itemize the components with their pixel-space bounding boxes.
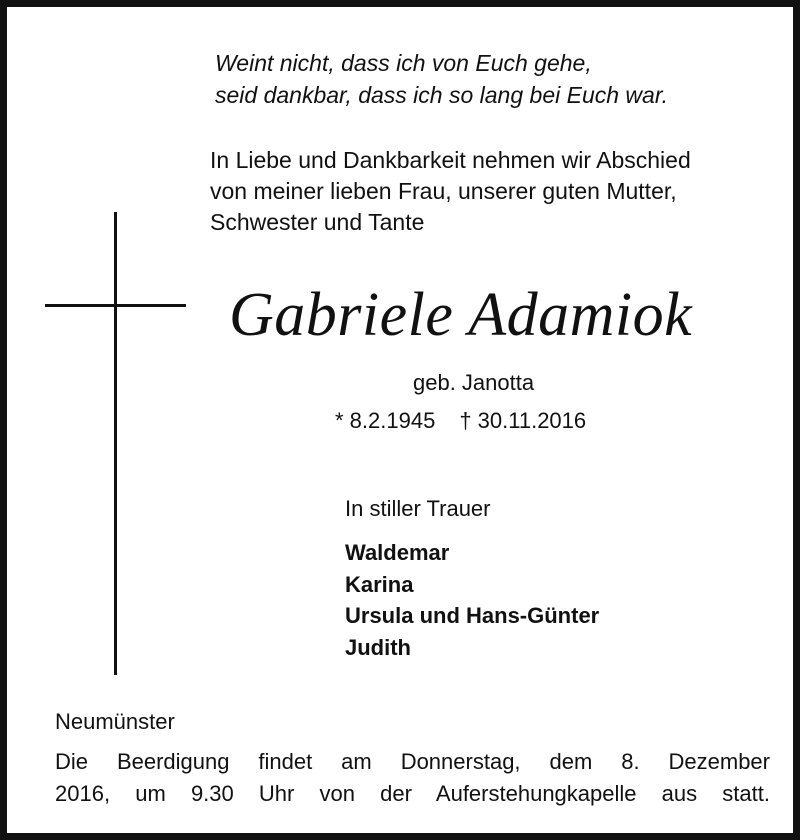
mourner-name: Waldemar: [345, 540, 450, 565]
memorial-poem: [215, 47, 668, 111]
life-dates: [335, 407, 586, 435]
mourner-name: Ursula und Hans-Günter: [345, 603, 600, 628]
intro-line-2: von meiner lieben Frau, unserer guten Mutter,: [210, 178, 677, 204]
mourner-name: Karina: [345, 571, 414, 597]
deceased-name: Gabriele Adamiok: [229, 281, 693, 349]
mourner-name: Judith: [345, 634, 411, 660]
birth-date: * 8.2.1945: [335, 408, 436, 433]
intro-line-1: In Liebe und Dankbarkeit nehmen wir Abschied: [210, 147, 691, 173]
poem-line-2: seid dankbar, dass ich so lang bei Euch war.: [215, 82, 669, 108]
mourners-list: [345, 537, 599, 663]
maiden-name: geb. Janotta: [413, 370, 535, 395]
cross-icon-horizontal-bar: [45, 304, 186, 307]
funeral-details: [55, 746, 770, 810]
town-name: Neumünster: [55, 709, 175, 734]
death-date: † 30.11.2016: [459, 408, 587, 433]
cross-icon-vertical-bar: [114, 212, 117, 675]
intro-line-3: Schwester und Tante: [210, 209, 425, 235]
funeral-line-2: 2016, um 9.30 Uhr von der Auferstehungkapelle aus statt.: [55, 781, 770, 806]
funeral-line-1: Die Beerdigung findet am Donnerstag, dem 8. Dezember: [55, 749, 770, 774]
mourning-heading: In stiller Trauer: [345, 496, 491, 521]
farewell-intro: [210, 145, 691, 238]
poem-line-1: Weint nicht, dass ich von Euch gehe,: [215, 50, 592, 76]
